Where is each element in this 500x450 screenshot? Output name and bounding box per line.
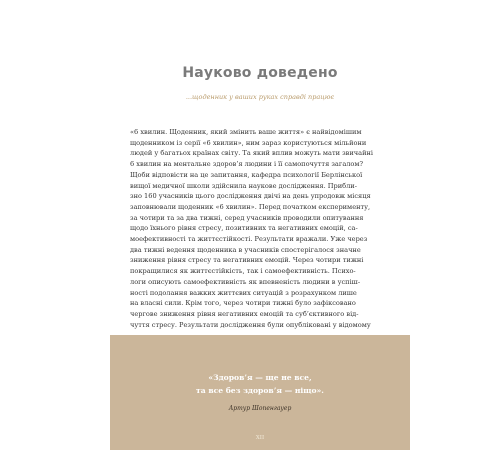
body-line: щоденником із серії «6 хвилин», ним зараз користуються мільйони: [130, 138, 367, 147]
body-line: зниження рівня стресу та негативних емоцій. Через чотири тижні: [130, 256, 364, 265]
body-line: 6 хвилин на ментальне здоров’я людини і її самопочуття загалом?: [130, 160, 364, 169]
body-line: два тижні ведення щоденника в учасників спостерігалося значне: [130, 245, 361, 254]
quote-text: [110, 371, 410, 397]
body-line: людей у багатьох країнах світу. Та який вплив можуть мати звичайні: [130, 149, 373, 158]
quote-author: Артур Шопенгауер: [228, 405, 292, 412]
page-number: XII: [255, 435, 265, 441]
body-line: чуття стресу. Результати дослідження були опубліковані у відомому: [130, 320, 371, 329]
body-line: заповнювали щоденник «6 хвилин». Перед початком експерименту,: [130, 202, 371, 211]
body-line: за чотири та за два тижні, серед учасників проводили опитування: [130, 213, 364, 222]
quote-line: «Здоров’я — ще не все,: [208, 373, 312, 382]
quote-block: [110, 335, 410, 450]
body-line: вищої медичної школи здійснила наукове дослідження. Прибли-: [130, 181, 357, 190]
body-line: моефективності та життєстійкості. Результати вражали. Уже через: [130, 235, 368, 244]
quote-line: та все без здоров’я — ніщо».: [196, 386, 324, 395]
body-line: логи описують самоефективність як впевненість людини в успіш-: [130, 277, 361, 286]
body-line: Щоби відповісти на це запитання, кафедра психології Берлінської: [130, 170, 363, 179]
page-subtitle: ...щоденник у ваших руках справді працює: [185, 93, 335, 101]
book-page: [110, 15, 410, 450]
body-line: «6 хвилин. Щоденник, який змінить ваше життя» є найвідомішим: [130, 128, 362, 136]
page-title: Науково доведено: [182, 65, 338, 81]
body-line: чергове зниження рівня негативних емоцій та суб’єктивного від-: [130, 309, 359, 318]
body-line: ності подолання важких життєвих ситуацій з розрахунком лише: [130, 288, 357, 297]
body-line: щодо їхнього рівня стресу, позитивних та негативних емоцій, са-: [130, 224, 358, 233]
body-line: на власні сили. Крім того, через чотири тижні було зафіксовано: [130, 299, 356, 308]
body-line: зно 160 учасників цього дослідження двічі на день упродовж місяця: [130, 192, 371, 201]
body-line: покращилися як життєстійкість, так і самоефективність. Психо-: [130, 267, 356, 276]
body-paragraph: [130, 127, 390, 330]
